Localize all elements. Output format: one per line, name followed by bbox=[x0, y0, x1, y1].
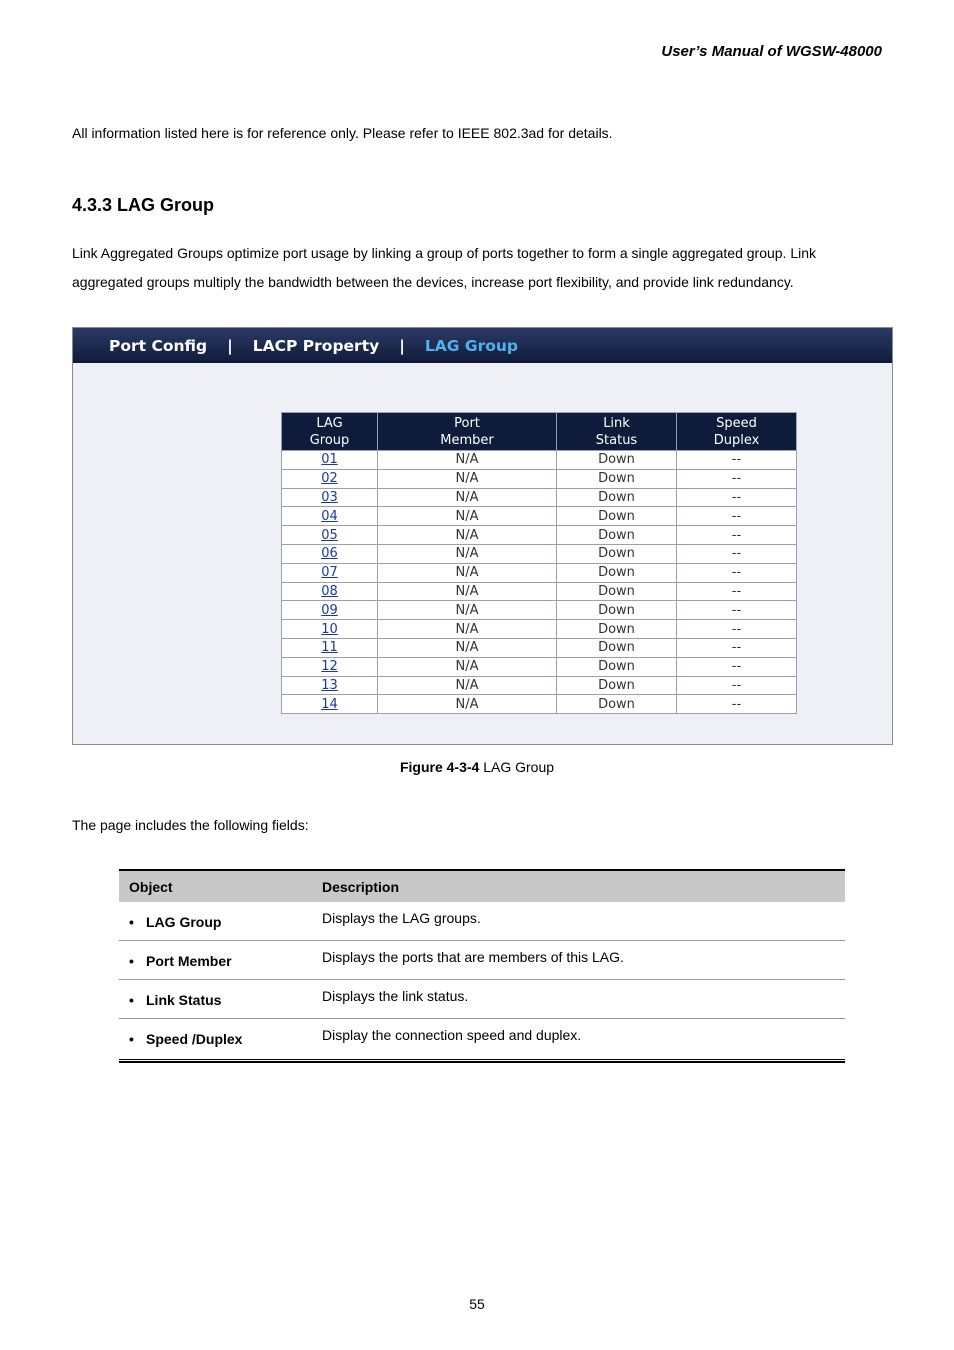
table-row bbox=[282, 638, 797, 657]
table-row bbox=[119, 1019, 845, 1057]
table-row bbox=[119, 980, 845, 1019]
lag-group-cell bbox=[282, 620, 378, 639]
lag-group-cell bbox=[282, 544, 378, 563]
table-row bbox=[282, 451, 797, 470]
lag-group-link[interactable]: 09 bbox=[321, 602, 338, 618]
lag-table-header bbox=[282, 413, 797, 451]
bullet: • bbox=[129, 1030, 134, 1047]
lag-group-link[interactable]: 11 bbox=[321, 640, 338, 656]
lag-group-cell bbox=[282, 563, 378, 582]
port-member-cell: N/A bbox=[378, 638, 557, 657]
header-link-status: Link Status bbox=[557, 413, 677, 451]
table-row bbox=[282, 544, 797, 563]
caption-label: Figure 4-3-4 bbox=[399, 759, 480, 775]
section-description: Link Aggregated Groups optimize port usage by linking a group of ports together to form a single aggregated group. Link aggregated groups multiply the bandwidth between the devices, increase port flexibility, and provide link redundancy. bbox=[72, 245, 817, 290]
link-status-cell: Down bbox=[557, 563, 677, 582]
tab-lag-group[interactable]: LAG Group bbox=[424, 336, 519, 355]
description-cell: Displays the link status. bbox=[322, 988, 469, 1004]
caption-text: LAG Group bbox=[479, 759, 555, 775]
port-member-cell: N/A bbox=[378, 526, 557, 545]
object-cell bbox=[119, 953, 322, 969]
object-cell bbox=[119, 1031, 322, 1047]
lag-group-link[interactable]: 04 bbox=[321, 508, 338, 524]
lag-group-cell bbox=[282, 582, 378, 601]
bullet: • bbox=[129, 913, 134, 930]
link-status-cell: Down bbox=[557, 695, 677, 714]
link-status-cell: Down bbox=[557, 638, 677, 657]
lag-group-cell bbox=[282, 695, 378, 714]
description-cell: Displays the LAG groups. bbox=[322, 910, 481, 926]
table-row bbox=[282, 676, 797, 695]
lag-group-link[interactable]: 02 bbox=[321, 471, 338, 487]
link-status-cell: Down bbox=[557, 657, 677, 676]
lag-group-cell bbox=[282, 488, 378, 507]
speed-duplex-cell: -- bbox=[677, 620, 797, 639]
table-bottom-rule bbox=[119, 1059, 845, 1060]
fields-intro: The page includes the following fields: bbox=[72, 817, 309, 833]
speed-duplex-cell: -- bbox=[677, 582, 797, 601]
fields-table bbox=[119, 869, 845, 1063]
port-member-cell: N/A bbox=[378, 451, 557, 470]
description-cell: Display the connection speed and duplex. bbox=[322, 1027, 582, 1043]
link-status-cell: Down bbox=[557, 544, 677, 563]
lag-group-link[interactable]: 07 bbox=[321, 565, 338, 581]
lag-group-link[interactable]: 13 bbox=[321, 677, 338, 693]
section-title: 4.3.3 LAG Group bbox=[72, 195, 215, 215]
table-row bbox=[282, 563, 797, 582]
link-status-cell: Down bbox=[557, 507, 677, 526]
port-member-cell: N/A bbox=[378, 620, 557, 639]
port-member-cell: N/A bbox=[378, 469, 557, 488]
lag-group-cell bbox=[282, 676, 378, 695]
table-row bbox=[282, 526, 797, 545]
header-port-member: Port Member bbox=[378, 413, 557, 451]
table-bottom-rule bbox=[119, 1061, 845, 1063]
lag-group-link[interactable]: 08 bbox=[321, 583, 338, 599]
speed-duplex-cell: -- bbox=[677, 638, 797, 657]
nav-separator: | bbox=[399, 336, 405, 355]
table-row bbox=[119, 902, 845, 941]
lag-group-cell bbox=[282, 638, 378, 657]
intro-text: All information listed here is for reference only. Please refer to IEEE 802.3ad for details. bbox=[72, 125, 613, 141]
manual-title: User’s Manual of WGSW-48000 bbox=[661, 43, 882, 60]
lag-group-cell bbox=[282, 507, 378, 526]
speed-duplex-cell: -- bbox=[677, 657, 797, 676]
link-status-cell: Down bbox=[557, 620, 677, 639]
object-name: Link Status bbox=[146, 991, 222, 1008]
table-row bbox=[282, 601, 797, 620]
bullet: • bbox=[129, 991, 134, 1008]
lag-group-cell bbox=[282, 451, 378, 470]
object-name: LAG Group bbox=[146, 913, 222, 930]
link-status-cell: Down bbox=[557, 582, 677, 601]
header-description: Description bbox=[322, 878, 400, 895]
link-status-cell: Down bbox=[557, 676, 677, 695]
speed-duplex-cell: -- bbox=[677, 601, 797, 620]
port-member-cell: N/A bbox=[378, 657, 557, 676]
link-status-cell: Down bbox=[557, 469, 677, 488]
lag-group-cell bbox=[282, 657, 378, 676]
link-status-cell: Down bbox=[557, 451, 677, 470]
lag-group-link[interactable]: 05 bbox=[321, 527, 338, 543]
table-row bbox=[282, 488, 797, 507]
lag-group-link[interactable]: 06 bbox=[321, 546, 338, 562]
description-cell: Displays the ports that are members of this LAG. bbox=[322, 949, 624, 965]
lag-group-cell bbox=[282, 526, 378, 545]
lag-group-link[interactable]: 10 bbox=[321, 621, 338, 637]
table-row bbox=[282, 695, 797, 714]
link-status-cell: Down bbox=[557, 601, 677, 620]
port-member-cell: N/A bbox=[378, 676, 557, 695]
lag-group-cell bbox=[282, 469, 378, 488]
table-row bbox=[282, 620, 797, 639]
speed-duplex-cell: -- bbox=[677, 695, 797, 714]
port-member-cell: N/A bbox=[378, 563, 557, 582]
tab-port-config[interactable]: Port Config bbox=[109, 336, 208, 355]
port-member-cell: N/A bbox=[378, 544, 557, 563]
bullet: • bbox=[129, 952, 134, 969]
object-name: Port Member bbox=[146, 952, 232, 969]
lag-group-screenshot bbox=[72, 327, 893, 745]
table-row bbox=[119, 941, 845, 980]
figure-caption bbox=[0, 759, 954, 775]
object-cell bbox=[119, 914, 322, 930]
nav-separator: | bbox=[227, 336, 233, 355]
port-member-cell: N/A bbox=[378, 488, 557, 507]
port-member-cell: N/A bbox=[378, 507, 557, 526]
lag-group-link[interactable]: 12 bbox=[321, 659, 338, 675]
header-speed-duplex: Speed Duplex bbox=[677, 413, 797, 451]
port-member-cell: N/A bbox=[378, 601, 557, 620]
speed-duplex-cell: -- bbox=[677, 469, 797, 488]
page-number: 55 bbox=[469, 1296, 485, 1312]
speed-duplex-cell: -- bbox=[677, 563, 797, 582]
table-row bbox=[282, 582, 797, 601]
link-status-cell: Down bbox=[557, 488, 677, 507]
object-cell bbox=[119, 992, 322, 1008]
speed-duplex-cell: -- bbox=[677, 488, 797, 507]
table-row bbox=[282, 657, 797, 676]
port-member-cell: N/A bbox=[378, 582, 557, 601]
table-row bbox=[282, 507, 797, 526]
port-member-cell: N/A bbox=[378, 695, 557, 714]
speed-duplex-cell: -- bbox=[677, 544, 797, 563]
fields-table-header bbox=[119, 871, 845, 902]
header-lag-group: LAG Group bbox=[282, 413, 378, 451]
lag-table bbox=[281, 412, 797, 714]
tab-lacp-property[interactable]: LACP Property bbox=[252, 336, 380, 355]
object-name: Speed /Duplex bbox=[146, 1030, 243, 1047]
speed-duplex-cell: -- bbox=[677, 526, 797, 545]
lag-group-cell bbox=[282, 601, 378, 620]
nav-bar bbox=[73, 328, 892, 363]
speed-duplex-cell: -- bbox=[677, 676, 797, 695]
lag-group-link[interactable]: 14 bbox=[321, 696, 338, 712]
speed-duplex-cell: -- bbox=[677, 451, 797, 470]
speed-duplex-cell: -- bbox=[677, 507, 797, 526]
table-row bbox=[282, 469, 797, 488]
lag-group-link[interactable]: 01 bbox=[321, 452, 338, 468]
link-status-cell: Down bbox=[557, 526, 677, 545]
header-object: Object bbox=[129, 878, 173, 895]
lag-group-link[interactable]: 03 bbox=[321, 489, 338, 505]
